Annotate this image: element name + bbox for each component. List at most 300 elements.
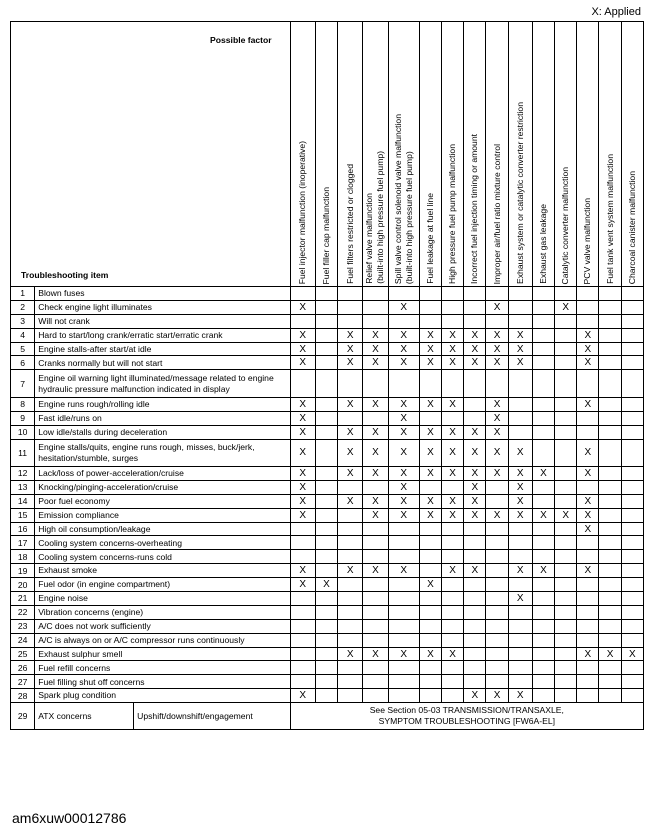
factor-cell xyxy=(338,522,363,536)
factor-cell xyxy=(442,661,464,675)
factor-cell xyxy=(419,300,441,314)
row-number: 27 xyxy=(11,675,35,689)
factor-cell xyxy=(486,675,508,689)
factor-cell xyxy=(486,661,508,675)
factor-cell: X xyxy=(388,564,419,578)
factor-cell xyxy=(555,605,577,619)
factor-cell: X xyxy=(442,425,464,439)
factor-cell xyxy=(290,675,315,689)
factor-cell: X xyxy=(388,494,419,508)
row-number: 18 xyxy=(11,550,35,564)
factor-cell: X xyxy=(388,439,419,467)
factor-cell xyxy=(599,342,621,356)
troubleshooting-item: High oil consumption/leakage xyxy=(35,522,290,536)
factor-cell xyxy=(363,689,388,703)
factor-cell: X xyxy=(315,578,337,592)
factor-cell xyxy=(442,480,464,494)
factor-cell xyxy=(555,467,577,481)
factor-header xyxy=(532,22,554,287)
factor-cell xyxy=(388,689,419,703)
factor-cell xyxy=(464,550,486,564)
factor-cell xyxy=(363,536,388,550)
factor-cell xyxy=(315,494,337,508)
factor-cell: X xyxy=(338,647,363,661)
factor-cell xyxy=(621,592,643,606)
factor-cell xyxy=(442,633,464,647)
factor-cell xyxy=(290,370,315,398)
factor-cell xyxy=(621,314,643,328)
factor-cell: X xyxy=(388,508,419,522)
factor-cell xyxy=(621,300,643,314)
factor-cell xyxy=(555,356,577,370)
factor-cell xyxy=(338,619,363,633)
troubleshooting-item: Exhaust smoke xyxy=(35,564,290,578)
factor-cell xyxy=(577,287,599,301)
factor-cell xyxy=(464,300,486,314)
factor-label: Incorrect fuel injection timing or amount xyxy=(469,134,480,284)
factor-cell xyxy=(532,425,554,439)
factor-cell: X xyxy=(577,356,599,370)
factor-cell xyxy=(508,522,532,536)
factor-cell xyxy=(621,689,643,703)
factor-cell xyxy=(508,314,532,328)
factor-cell xyxy=(508,411,532,425)
factor-cell xyxy=(363,480,388,494)
factor-cell xyxy=(388,522,419,536)
section-reference-note: See Section 05-03 TRANSMISSION/TRANSAXLE, SYMPTOM TROUBLESHOOTING [FW6A-EL] xyxy=(290,703,643,730)
factor-cell xyxy=(532,328,554,342)
factor-cell: X xyxy=(464,328,486,342)
factor-cell xyxy=(508,675,532,689)
factor-cell: X xyxy=(363,439,388,467)
factor-cell xyxy=(419,592,441,606)
factor-cell xyxy=(577,480,599,494)
factor-cell: X xyxy=(290,425,315,439)
row-number: 12 xyxy=(11,467,35,481)
factor-cell: X xyxy=(555,508,577,522)
factor-cell xyxy=(464,647,486,661)
factor-cell: X xyxy=(486,328,508,342)
factor-cell: X xyxy=(290,467,315,481)
factor-cell xyxy=(486,287,508,301)
factor-cell xyxy=(290,287,315,301)
factor-cell: X xyxy=(508,328,532,342)
factor-cell: X xyxy=(508,508,532,522)
factor-cell: X xyxy=(508,467,532,481)
factor-label: Improper air/fuel ratio mixture control xyxy=(491,143,502,284)
factor-cell xyxy=(555,536,577,550)
factor-cell xyxy=(486,619,508,633)
factor-cell xyxy=(621,328,643,342)
row-number: 29 xyxy=(11,703,35,730)
troubleshooting-item: Lack/loss of power-acceleration/cruise xyxy=(35,467,290,481)
factor-cell xyxy=(315,661,337,675)
factor-cell xyxy=(532,647,554,661)
possible-factor-label: Possible factor xyxy=(210,35,272,45)
troubleshooting-item: Check engine light illuminates xyxy=(35,300,290,314)
factor-cell xyxy=(464,633,486,647)
factor-cell xyxy=(599,536,621,550)
factor-cell xyxy=(486,314,508,328)
factor-cell xyxy=(363,287,388,301)
factor-cell xyxy=(508,647,532,661)
factor-cell: X xyxy=(363,356,388,370)
row-number: 3 xyxy=(11,314,35,328)
factor-cell: X xyxy=(419,578,441,592)
factor-cell xyxy=(532,356,554,370)
factor-cell xyxy=(442,619,464,633)
factor-cell: X xyxy=(419,356,441,370)
troubleshooting-subitem: Upshift/downshift/engagement xyxy=(134,703,290,730)
factor-cell xyxy=(442,536,464,550)
factor-cell xyxy=(599,661,621,675)
factor-cell xyxy=(315,522,337,536)
factor-header xyxy=(621,22,643,287)
factor-cell xyxy=(621,675,643,689)
factor-cell xyxy=(555,411,577,425)
factor-cell xyxy=(532,411,554,425)
factor-cell xyxy=(621,425,643,439)
factor-cell xyxy=(290,522,315,536)
factor-cell: X xyxy=(338,494,363,508)
row-number: 5 xyxy=(11,342,35,356)
factor-cell xyxy=(486,633,508,647)
factor-label: Spill valve control solenoid valve malfunction (built-into high pressure fuel pump) xyxy=(392,113,414,284)
factor-header xyxy=(419,22,441,287)
troubleshooting-item: Fuel filling shut off concerns xyxy=(35,675,290,689)
factor-cell: X xyxy=(577,328,599,342)
factor-cell: X xyxy=(577,508,599,522)
factor-cell xyxy=(555,370,577,398)
factor-cell: X xyxy=(464,689,486,703)
factor-cell: X xyxy=(363,564,388,578)
factor-cell xyxy=(599,411,621,425)
factor-cell xyxy=(508,605,532,619)
table-row xyxy=(11,356,644,370)
factor-cell xyxy=(508,633,532,647)
factor-cell xyxy=(315,328,337,342)
factor-cell xyxy=(555,328,577,342)
troubleshooting-item-label: Troubleshooting item xyxy=(21,270,109,280)
row-number: 4 xyxy=(11,328,35,342)
factor-cell xyxy=(442,300,464,314)
factor-cell xyxy=(577,605,599,619)
row-number: 7 xyxy=(11,370,35,398)
factor-cell: X xyxy=(338,564,363,578)
row-number: 1 xyxy=(11,287,35,301)
factor-cell: X xyxy=(363,508,388,522)
troubleshooting-item: Cooling system concerns-overheating xyxy=(35,536,290,550)
factor-cell xyxy=(419,564,441,578)
factor-cell: X xyxy=(464,480,486,494)
factor-cell xyxy=(508,425,532,439)
factor-cell xyxy=(338,633,363,647)
factor-cell xyxy=(555,689,577,703)
factor-cell xyxy=(555,439,577,467)
factor-cell xyxy=(508,536,532,550)
factor-cell xyxy=(599,578,621,592)
factor-cell xyxy=(577,592,599,606)
factor-cell xyxy=(599,439,621,467)
factor-label: Charcoal canister malfunction xyxy=(626,170,637,284)
factor-cell xyxy=(442,314,464,328)
factor-cell xyxy=(338,370,363,398)
factor-cell xyxy=(363,578,388,592)
factor-cell: X xyxy=(419,508,441,522)
factor-cell: X xyxy=(290,397,315,411)
factor-cell: X xyxy=(338,342,363,356)
factor-header xyxy=(315,22,337,287)
row-number: 28 xyxy=(11,689,35,703)
factor-cell xyxy=(555,675,577,689)
factor-cell: X xyxy=(577,342,599,356)
row-number: 20 xyxy=(11,578,35,592)
factor-cell xyxy=(486,522,508,536)
factor-cell xyxy=(315,592,337,606)
factor-cell xyxy=(315,536,337,550)
factor-cell: X xyxy=(508,342,532,356)
factor-cell xyxy=(388,550,419,564)
factor-cell xyxy=(419,370,441,398)
factor-cell xyxy=(419,287,441,301)
factor-label: Catalytic converter malfunction xyxy=(560,166,571,284)
factor-cell: X xyxy=(419,397,441,411)
factor-cell xyxy=(464,605,486,619)
factor-cell xyxy=(532,480,554,494)
factor-cell xyxy=(599,689,621,703)
table-row xyxy=(11,578,644,592)
factor-cell: X xyxy=(442,356,464,370)
row-number: 19 xyxy=(11,564,35,578)
table-row xyxy=(11,689,644,703)
factor-label: Relief valve malfunction (built-into high pressure fuel pump) xyxy=(364,151,386,284)
factor-cell: X xyxy=(486,508,508,522)
factor-cell xyxy=(290,592,315,606)
troubleshooting-item: Spark plug condition xyxy=(35,689,290,703)
factor-cell: X xyxy=(464,494,486,508)
factor-cell: X xyxy=(388,328,419,342)
factor-cell xyxy=(599,508,621,522)
factor-cell xyxy=(508,661,532,675)
factor-cell xyxy=(363,370,388,398)
factor-cell xyxy=(363,633,388,647)
factor-cell xyxy=(338,592,363,606)
factor-cell xyxy=(599,592,621,606)
factor-cell xyxy=(464,592,486,606)
factor-cell xyxy=(486,605,508,619)
factor-cell xyxy=(555,661,577,675)
factor-cell xyxy=(419,480,441,494)
factor-cell xyxy=(532,619,554,633)
factor-cell: X xyxy=(290,439,315,467)
row-number: 13 xyxy=(11,480,35,494)
factor-cell: X xyxy=(486,689,508,703)
factor-cell xyxy=(290,605,315,619)
factor-cell xyxy=(599,633,621,647)
factor-cell xyxy=(532,578,554,592)
factor-cell: X xyxy=(290,411,315,425)
factor-cell xyxy=(419,536,441,550)
table-row xyxy=(11,328,644,342)
factor-cell xyxy=(315,647,337,661)
factor-cell: X xyxy=(577,439,599,467)
factor-cell xyxy=(290,619,315,633)
factor-cell xyxy=(338,675,363,689)
factor-cell: X xyxy=(599,647,621,661)
factor-cell xyxy=(315,605,337,619)
factor-cell xyxy=(621,661,643,675)
factor-cell: X xyxy=(363,397,388,411)
troubleshooting-item: Fuel odor (in engine compartment) xyxy=(35,578,290,592)
factor-cell xyxy=(290,661,315,675)
factor-cell: X xyxy=(388,425,419,439)
factor-header xyxy=(464,22,486,287)
factor-cell xyxy=(486,647,508,661)
row-number: 11 xyxy=(11,439,35,467)
factor-cell: X xyxy=(290,564,315,578)
factor-cell: X xyxy=(290,356,315,370)
factor-cell xyxy=(419,675,441,689)
factor-header xyxy=(486,22,508,287)
factor-cell: X xyxy=(290,494,315,508)
factor-cell xyxy=(419,605,441,619)
factor-cell xyxy=(599,467,621,481)
factor-cell xyxy=(599,619,621,633)
factor-cell xyxy=(315,550,337,564)
factor-cell xyxy=(388,314,419,328)
factor-cell: X xyxy=(419,425,441,439)
factor-cell xyxy=(442,370,464,398)
factor-cell xyxy=(338,550,363,564)
factor-cell: X xyxy=(388,480,419,494)
table-row xyxy=(11,425,644,439)
factor-cell xyxy=(532,342,554,356)
factor-label: Exhaust gas leakage xyxy=(537,204,548,284)
factor-cell xyxy=(577,661,599,675)
factor-cell xyxy=(621,522,643,536)
legend-applied: X: Applied xyxy=(591,6,641,18)
factor-cell: X xyxy=(486,425,508,439)
factor-cell xyxy=(532,522,554,536)
factor-cell xyxy=(442,592,464,606)
factor-header xyxy=(338,22,363,287)
factor-cell xyxy=(532,370,554,398)
factor-cell xyxy=(621,480,643,494)
factor-cell: X xyxy=(532,508,554,522)
factor-cell xyxy=(486,550,508,564)
factor-cell: X xyxy=(486,356,508,370)
factor-cell: X xyxy=(442,397,464,411)
troubleshooting-item: Engine runs rough/rolling idle xyxy=(35,397,290,411)
factor-cell xyxy=(532,536,554,550)
factor-cell xyxy=(621,619,643,633)
factor-cell: X xyxy=(290,689,315,703)
factor-cell xyxy=(555,287,577,301)
factor-cell: X xyxy=(338,397,363,411)
factor-cell xyxy=(555,564,577,578)
factor-header xyxy=(555,22,577,287)
factor-cell: X xyxy=(388,411,419,425)
factor-cell xyxy=(555,397,577,411)
factor-cell xyxy=(555,633,577,647)
factor-cell xyxy=(315,314,337,328)
factor-cell xyxy=(363,661,388,675)
factor-cell xyxy=(599,494,621,508)
factor-cell: X xyxy=(338,328,363,342)
factor-cell: X xyxy=(388,647,419,661)
factor-cell: X xyxy=(508,494,532,508)
factor-cell xyxy=(555,314,577,328)
factor-cell: X xyxy=(508,480,532,494)
factor-cell xyxy=(315,342,337,356)
factor-cell xyxy=(315,287,337,301)
factor-cell: X xyxy=(508,439,532,467)
troubleshooting-table xyxy=(10,21,644,730)
factor-cell: X xyxy=(486,411,508,425)
row-number: 23 xyxy=(11,619,35,633)
factor-cell xyxy=(577,633,599,647)
factor-cell xyxy=(464,619,486,633)
factor-cell: X xyxy=(419,342,441,356)
factor-cell xyxy=(555,494,577,508)
factor-cell xyxy=(555,480,577,494)
factor-cell xyxy=(508,370,532,398)
factor-cell xyxy=(363,522,388,536)
factor-cell xyxy=(532,689,554,703)
factor-cell xyxy=(419,411,441,425)
factor-cell xyxy=(363,592,388,606)
factor-cell xyxy=(419,314,441,328)
factor-cell: X xyxy=(621,647,643,661)
factor-header xyxy=(290,22,315,287)
factor-header xyxy=(577,22,599,287)
factor-cell: X xyxy=(363,425,388,439)
factor-cell: X xyxy=(290,480,315,494)
factor-label: Fuel filters restricted or clogged xyxy=(344,164,355,284)
factor-cell xyxy=(577,425,599,439)
table-row xyxy=(11,342,644,356)
table-row xyxy=(11,661,644,675)
troubleshooting-item: Engine oil warning light illuminated/message related to engine hydraulic pressure malfunction indicated in display xyxy=(35,370,290,398)
factor-cell xyxy=(464,397,486,411)
factor-cell: X xyxy=(577,397,599,411)
factor-cell xyxy=(577,411,599,425)
troubleshooting-item: Fuel refill concerns xyxy=(35,661,290,675)
table-row xyxy=(11,592,644,606)
factor-cell xyxy=(555,342,577,356)
factor-cell xyxy=(599,370,621,398)
factor-cell xyxy=(599,328,621,342)
factor-cell: X xyxy=(508,689,532,703)
factor-cell xyxy=(338,578,363,592)
troubleshooting-item: Knocking/pinging-acceleration/cruise xyxy=(35,480,290,494)
factor-cell xyxy=(338,661,363,675)
factor-cell xyxy=(577,689,599,703)
factor-cell xyxy=(577,619,599,633)
factor-cell xyxy=(486,480,508,494)
factor-cell: X xyxy=(555,300,577,314)
factor-cell xyxy=(532,439,554,467)
factor-label: Fuel filler cap malfunction xyxy=(320,186,331,284)
table-row xyxy=(11,675,644,689)
factor-cell xyxy=(599,425,621,439)
troubleshooting-item: Engine stalls-after start/at idle xyxy=(35,342,290,356)
factor-cell: X xyxy=(290,508,315,522)
factor-cell xyxy=(621,536,643,550)
factor-cell xyxy=(621,356,643,370)
factor-cell: X xyxy=(532,467,554,481)
factor-cell xyxy=(555,619,577,633)
